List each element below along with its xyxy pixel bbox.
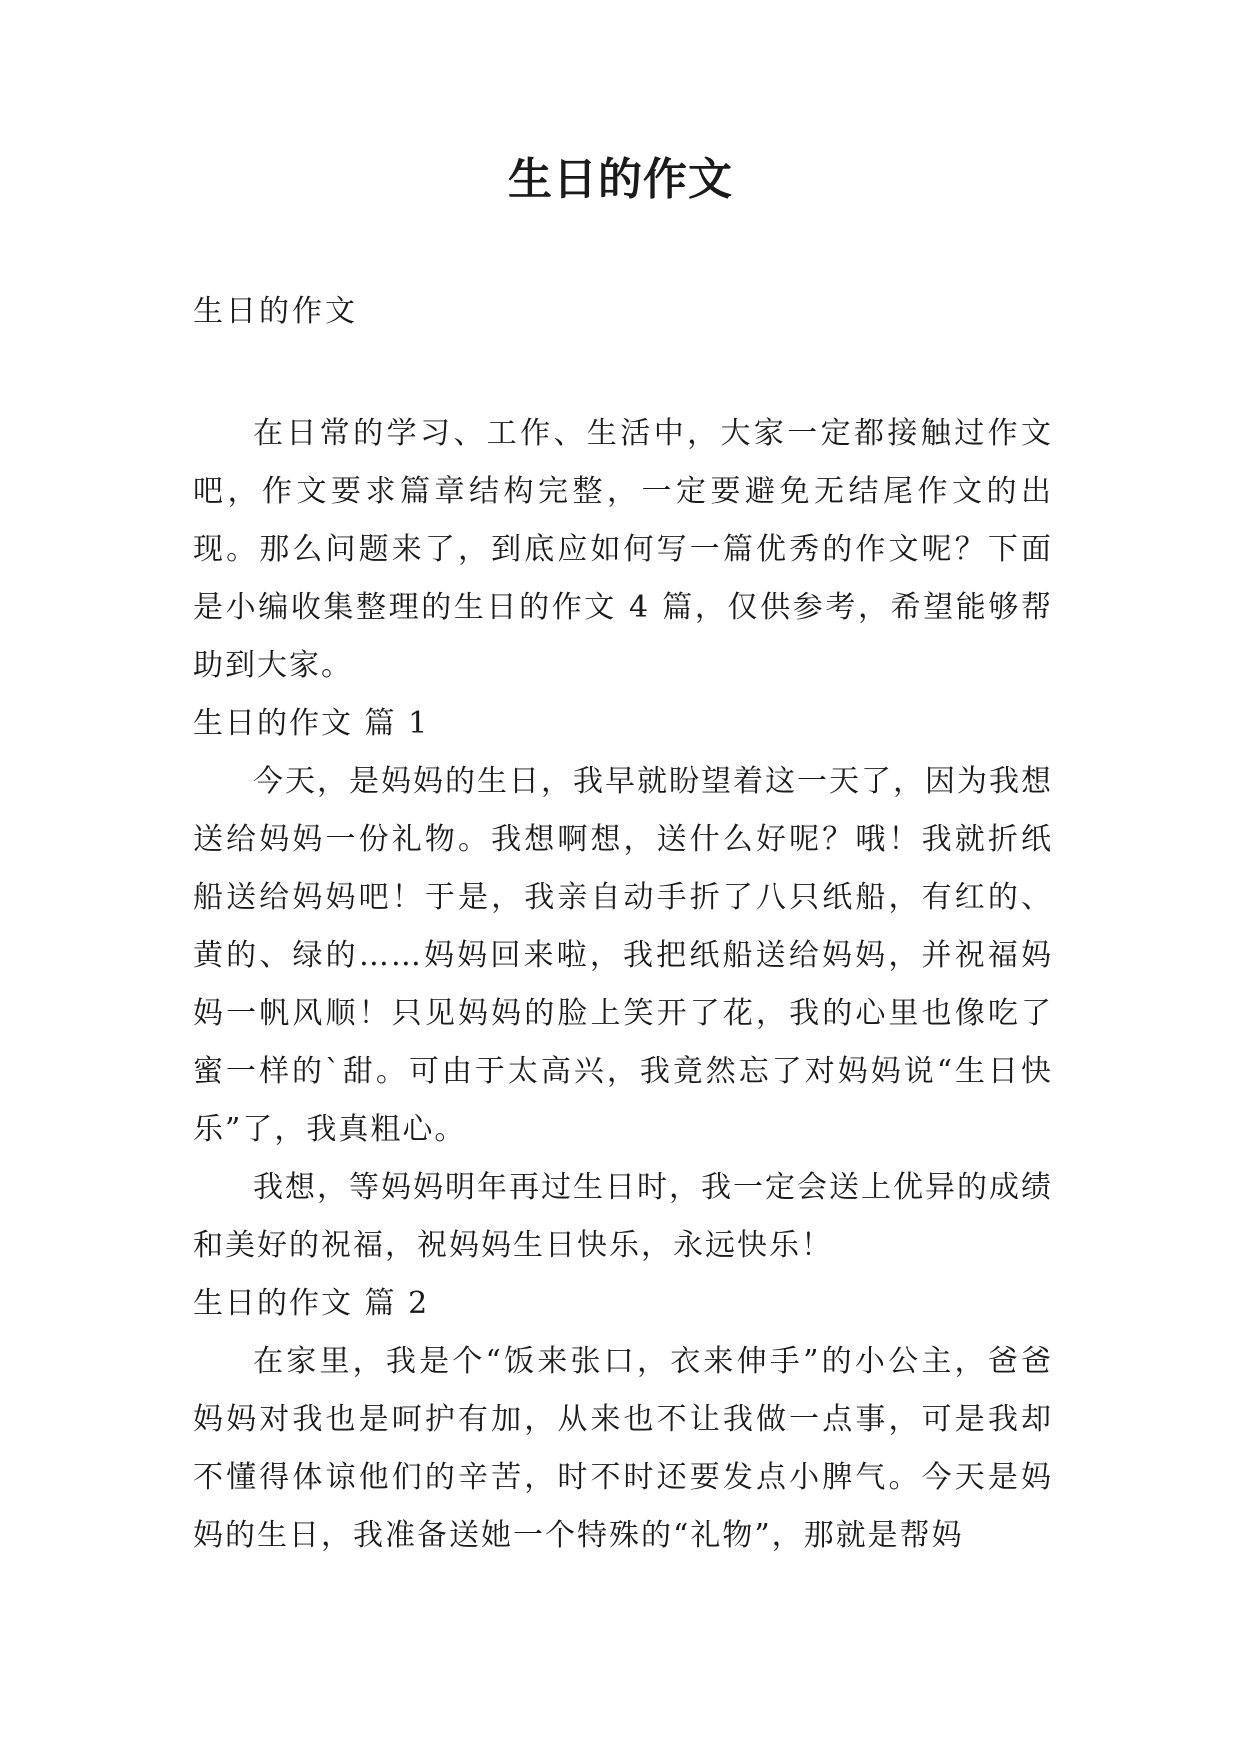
document-title: 生日的作文 — [508, 154, 733, 205]
section-1-paragraph-1: 今天，是妈妈的生日，我早就盼望着这一天了，因为我想送给妈妈一份礼物。我想啊想，送什么好呢？哦！我就折纸船送给妈妈吧！于是，我亲自动手折了八只纸船，有红的、黄的、绿的……妈妈回来啦，我把纸船送给妈妈，并祝福妈妈一帆风顺！只见妈妈的脸上笑开了花，我的心里也像吃了蜜一样的`甜。可由于太高兴，我竟然忘了对妈妈说“生日快乐”了，我真粗心。 — [193, 764, 1053, 1147]
document-subtitle: 生日的作文 — [193, 294, 358, 329]
document-body — [193, 405, 1053, 1565]
section-heading-2: 生日的作文 篇 2 — [193, 1286, 430, 1321]
section-2-paragraph-1: 在家里，我是个“饭来张口，衣来伸手”的小公主，爸爸妈妈对我也是呵护有加，从来也不让我做一点事，可是我却不懂得体谅他们的辛苦，时不时还要发点小脾气。今天是妈妈的生日，我准备送她一个特殊的“礼物”，那就是帮妈 — [193, 1344, 1053, 1553]
section-heading-1: 生日的作文 篇 1 — [193, 706, 430, 741]
intro-paragraph: 在日常的学习、工作、生活中，大家一定都接触过作文吧，作文要求篇章结构完整，一定要避免无结尾作文的出现。那么问题来了，到底应如何写一篇优秀的作文呢？下面是小编收集整理的生日的作文 4 篇，仅供参考，希望能够帮助到大家。 — [193, 416, 1053, 683]
section-1-paragraph-2: 我想，等妈妈明年再过生日时，我一定会送上优异的成绩和美好的祝福，祝妈妈生日快乐，永远快乐！ — [193, 1170, 1053, 1263]
